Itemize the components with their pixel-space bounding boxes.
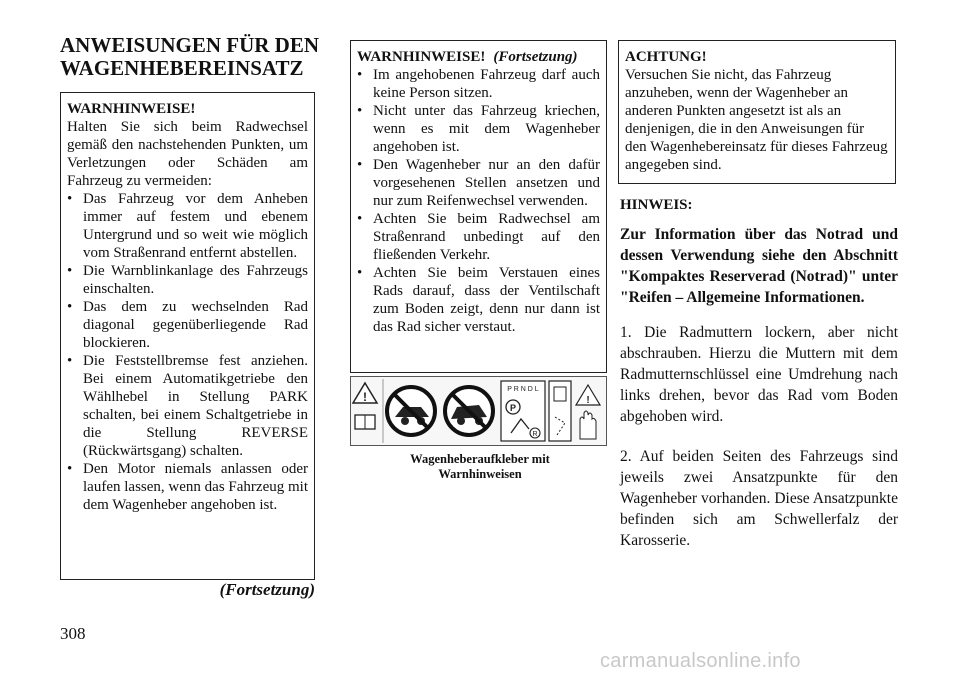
svg-text:P: P xyxy=(509,403,517,413)
warning-heading: WARNHINWEISE! xyxy=(67,101,196,117)
warning-item: • Die Warnblinkanlage des Fahrzeugs einschalten. xyxy=(67,263,308,297)
continued-tag: (Fortsetzung) xyxy=(493,49,578,65)
no-person-in-car-icon xyxy=(445,387,493,435)
warning-item: • Achten Sie beim Verstauen eines Rads darauf, dass der Ventilschaft zum Boden zeigt, denn nur dann ist das Rad sicher verstaut. xyxy=(357,265,600,335)
page-number: 308 xyxy=(60,624,86,643)
note-text: Zur Information über das Notrad und dessen Verwendung siehe den Abschnitt "Kompaktes Reserverad (Notrad)" unter "Reifen – Allgemeine Informationen. xyxy=(620,226,898,306)
manual-book-icon xyxy=(355,415,375,429)
warning-item: • Achten Sie beim Radwechsel am Straßenrand unbedingt auf den fließenden Verkehr. xyxy=(357,211,600,263)
park-gear-icon xyxy=(501,381,545,441)
warning-triangle-icon xyxy=(353,383,377,404)
warning-item: • Nicht unter das Fahrzeug kriechen, wenn es mit dem Wagenheber angehoben ist. xyxy=(357,103,600,155)
hand-warning-icon xyxy=(576,385,600,439)
instruction-step: 2. Auf beiden Seiten des Fahrzeugs sind jeweils zwei Ansatzpunkte für den Wagenheber vorhanden. Diese Ansatzpunkte befinden sich am Schwellerfalz der Karosserie. xyxy=(620,448,898,549)
sticker-graphic xyxy=(351,377,606,445)
svg-text:!: ! xyxy=(586,395,590,406)
svg-text:!: ! xyxy=(363,390,367,404)
svg-text:P R N D L: P R N D L xyxy=(507,386,539,393)
caution-box xyxy=(618,40,896,184)
warning-item: • Den Wagenheber nur an den dafür vorgesehenen Stellen ansetzen und nur zum Reifenwechsel verwenden. xyxy=(357,157,600,209)
warning-item: • Im angehobenen Fahrzeug darf auch keine Person sitzen. xyxy=(357,67,600,101)
caution-heading: ACHTUNG! xyxy=(625,49,707,65)
page-title: ANWEISUNGEN FÜR DEN WAGENHEBEREINSATZ xyxy=(60,33,320,80)
note-heading: HINWEIS: xyxy=(620,197,693,213)
instruction-step: 1. Die Radmuttern lockern, aber nicht abschrauben. Hierzu die Muttern mit dem Radmutternschlüssel eine Umdrehung nach links drehen, bevor das Rad vom Boden abgehoben wird. xyxy=(620,324,898,425)
warning-box-1 xyxy=(60,92,315,580)
caution-text: Versuchen Sie nicht, das Fahrzeug anzuheben, wenn der Wagenheber an anderen Punkten angesetzt ist als an denjenigen, die in den Anweisungen für den Wagenhebereinsatz für dieses Fahrzeug angegeben sind. xyxy=(625,67,888,173)
jack-point-icon xyxy=(549,381,571,441)
no-person-under-car-icon xyxy=(387,387,435,435)
svg-text:R: R xyxy=(532,431,538,438)
warning-item: • Den Motor niemals anlassen oder laufen lassen, wenn das Fahrzeug mit dem Wagenheber angehoben ist. xyxy=(67,461,308,513)
warning-intro: Halten Sie sich beim Radwechsel gemäß den nachstehenden Punkten, um Verletzungen oder Schäden am Fahrzeug zu vermeiden: xyxy=(67,119,308,189)
warning-box-2 xyxy=(350,40,607,373)
watermark: carmanualsonline.info xyxy=(600,650,801,672)
warning-item: • Das Fahrzeug vor dem Anheben immer auf festem und ebenem Untergrund und so weit wie möglich vom Straßenrand entfernt abstellen. xyxy=(67,191,308,261)
sticker-caption: Wagenheberaufkleber mit Warnhinweisen xyxy=(410,452,550,481)
continued-label: (Fortsetzung) xyxy=(219,580,315,599)
jack-warning-sticker xyxy=(350,376,607,446)
warning-item: • Das dem zu wechselnden Rad diagonal gegenüberliegende Rad blockieren. xyxy=(67,299,308,351)
warning-item: • Die Feststellbremse fest anziehen. Bei einem Automatikgetriebe den Wählhebel in Stellung PARK schalten, bei einem Schaltgetriebe in die Stellung REVERSE (Rückwärtsgang) schalten. xyxy=(67,353,308,459)
warning-heading-2: WARNHINWEISE! (Fortsetzung) xyxy=(357,49,578,65)
